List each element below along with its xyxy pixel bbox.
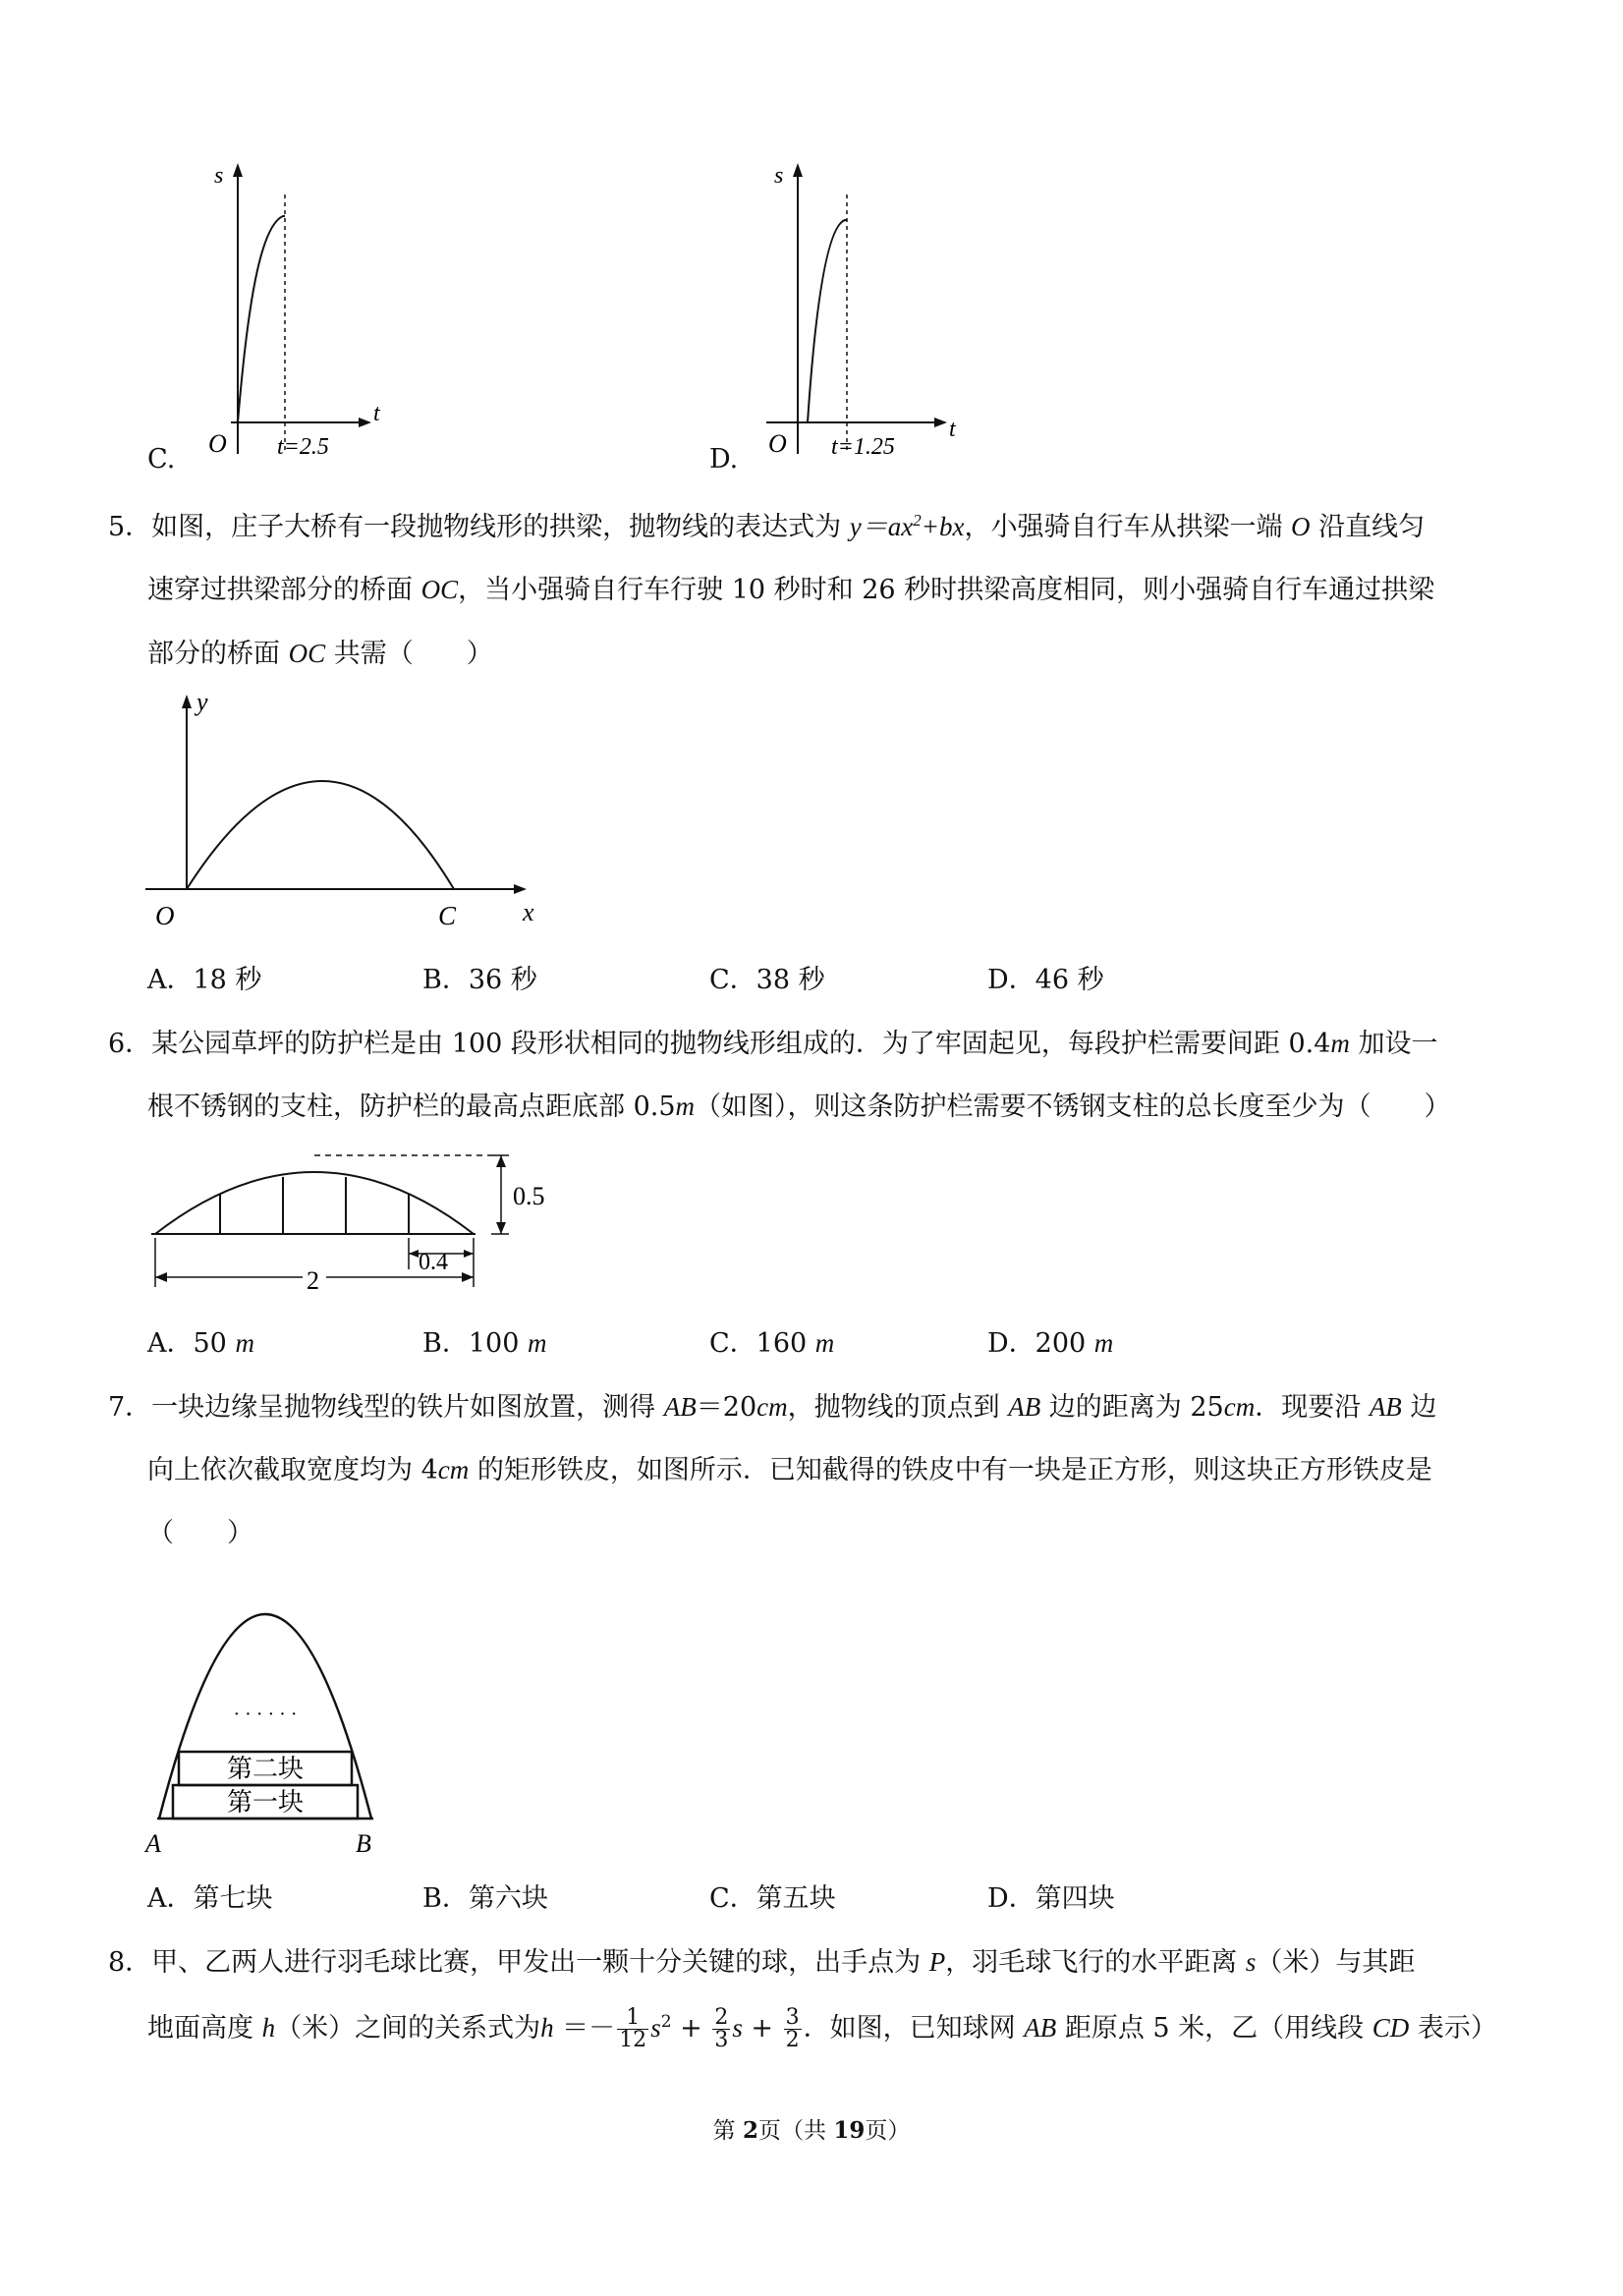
t-axis-arrow xyxy=(934,418,947,427)
q5-option-d: D．46 秒 xyxy=(987,965,1104,995)
dots: · · · · · · xyxy=(233,1704,298,1725)
q6-option-a: A．50 m xyxy=(147,1328,254,1359)
tick-label: t=2.5 xyxy=(277,434,329,460)
q7-line-3: （ ） xyxy=(147,1518,253,1548)
q7-option-b: B．第六块 xyxy=(422,1883,548,1914)
height-label: 0.5 xyxy=(513,1182,545,1210)
width-label: 2 xyxy=(307,1266,319,1295)
c-label: C xyxy=(438,901,457,930)
t-label: t xyxy=(949,417,956,442)
q5-line-1: 5．如图，庄子大桥有一段抛物线形的拱梁，抛物线的表达式为 $y=ax^2+bx$，小强骑自行车从拱梁一端 O 沿直线匀 xyxy=(108,511,1426,542)
first-block-label: 第一块 xyxy=(226,1788,305,1817)
s-axis-arrow xyxy=(233,163,243,177)
s-t-curve xyxy=(238,216,285,422)
gap-label: 0.4 xyxy=(419,1250,448,1275)
q5-option-c: C．38 秒 xyxy=(709,965,825,995)
s-label: s xyxy=(774,163,784,189)
x-axis-arrow xyxy=(514,884,527,894)
s-t-curve xyxy=(808,220,847,422)
q7-line-2: 向上依次截取宽度均为 4cm 的矩形铁皮，如图所示．已知截得的铁皮中有一块是正方形，则这块正方形铁皮是 xyxy=(147,1455,1432,1485)
q8-line-1: 8．甲、乙两人进行羽毛球比赛，甲发出一颗十分关键的球，出手点为 P，羽毛球飞行的水平距离 s（米）与其距 xyxy=(108,1947,1416,1978)
q6-line-1: 6．某公园草坪的防护栏是由 100 段形状相同的抛物线形组成的．为了牢固起见，每段护栏需要间距 0.4m 加设一 xyxy=(108,1029,1438,1059)
option-d-label: D. xyxy=(709,444,739,475)
a-label: A xyxy=(145,1829,161,1858)
q7-option-c: C．第五块 xyxy=(709,1883,836,1914)
chart-d xyxy=(747,157,1002,472)
origin-label: O xyxy=(208,429,227,458)
q5-line-3: 部分的桥面 OC 共需（ ） xyxy=(147,639,493,669)
q7-line-1: 7．一块边缘呈抛物线型的铁片如图放置，测得 AB＝20cm，抛物线的顶点到 AB 边的距离为 25cm．现要沿 AB 边 xyxy=(108,1392,1437,1423)
t-axis-arrow xyxy=(359,418,371,427)
y-label: y xyxy=(196,688,208,716)
q5-figure xyxy=(138,683,560,938)
x-label: x xyxy=(523,898,534,926)
q5-formula: $y=ax^2+bx$ xyxy=(849,511,965,541)
q7-figure xyxy=(138,1557,393,1862)
q7-option-a: A．第七块 xyxy=(147,1883,273,1914)
t-label: t xyxy=(373,401,380,426)
s-axis-arrow xyxy=(793,163,803,177)
y-axis-arrow xyxy=(182,695,192,708)
q5-option-a: A．18 秒 xyxy=(147,965,262,995)
q7-option-d: D．第四块 xyxy=(987,1883,1115,1914)
tick-label: t=1.25 xyxy=(831,434,895,460)
origin-label: O xyxy=(155,901,175,930)
q6-option-b: B．100 m xyxy=(422,1328,547,1359)
origin-label: O xyxy=(768,429,787,458)
arch-parabola xyxy=(187,781,454,889)
q6-line-2: 根不锈钢的支柱，防护栏的最高点距底部 0.5m（如图），则这条防护栏需要不锈钢支柱的总长度至少为（ ） xyxy=(147,1092,1451,1122)
q5-line-2: 速穿过拱梁部分的桥面 OC，当小强骑自行车行驶 10 秒时和 26 秒时拱梁高度相同，则小强骑自行车通过拱梁 xyxy=(147,575,1435,605)
second-block-label: 第二块 xyxy=(226,1755,305,1783)
q8-line-2: 地面高度 h（米）之间的关系式为h ＝－ $\frac{1}{12}$ $s^2$ + $\frac{2}{3}$ s + $\frac{3}{2}$ ．如图，已知球网 AB 距原点 5 米，乙（用线段 CD 表示） xyxy=(147,2005,1497,2052)
b-label: B xyxy=(356,1829,371,1858)
s-label: s xyxy=(214,163,224,189)
fence-parabola xyxy=(155,1172,474,1234)
page-footer: 第 2页（共 19页） xyxy=(712,2117,911,2144)
chart-c xyxy=(138,157,393,472)
q6-option-c: C．160 m xyxy=(709,1328,835,1359)
option-c-label: C. xyxy=(147,444,176,475)
q5-option-b: B．36 秒 xyxy=(422,965,537,995)
q8-equation: h xyxy=(540,2013,554,2043)
q6-figure xyxy=(138,1140,570,1297)
q6-option-d: D．200 m xyxy=(987,1328,1114,1359)
